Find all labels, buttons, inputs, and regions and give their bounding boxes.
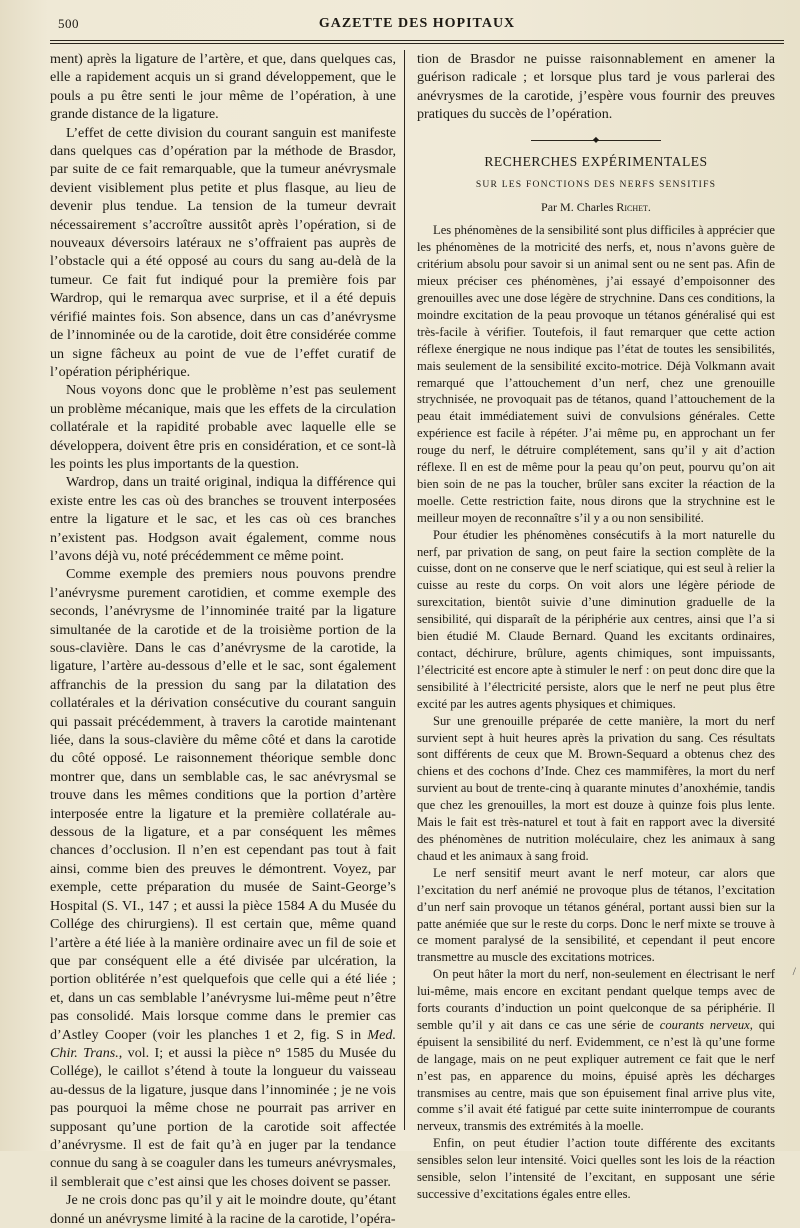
author-name: Richet. xyxy=(616,200,651,215)
two-column-body xyxy=(50,50,784,1227)
article-author xyxy=(417,199,775,216)
header-rule xyxy=(50,40,784,44)
running-head xyxy=(50,10,784,36)
margin-mark: / xyxy=(792,964,796,978)
paragraph: Je ne crois donc pas qu’il y ait le moindre doute, qu’étant donné un anévrysme limité à la racine de la carotide, l’opéra- xyxy=(50,1192,396,1227)
paragraph: tion de Brasdor ne puisse raisonnablement en amener la guérison radicale ; et lorsque plus tard je vous parlerai des anévrysmes de la carotide, j’espère vous fournir des preuves pratiques du succès de l’opération. xyxy=(417,51,775,123)
paragraph xyxy=(417,966,775,1135)
paragraph: Les phénomènes de la sensibilité sont plus difficiles à apprécier que les phénomènes de la motricité des nerfs, et, nous n’avons guère de critérium absolu pour savoir si un animal sent ou ne sent pas. Afin de mieux préciser ces phénomènes, j’ai essayé d’empoisonner des grenouilles avec une dose légère de strychnine. Dans ces conditions, la moindre excitation de la peau provoque un tétanos généralisé qui est très-facile à vérifier. Toutefois, il faut remarquer que cette action réflexe énergique ne nous indique pas l’état de toutes les sensibilités, mais seulement de la sensibilité excito-motrice. Déjà Volkmann avait remarqué que l’attouchement d’un nerf, chez une grenouille strychnisée, ne provoquait pas de tétanos, quand l’attouchement de la peau était immédiatement suivi de convulsions générales. Cette expérience est facile à répéter. J’ai même pu, en approchant un fer rouge du nerf, le détruire complétement, sans qu’il y ait d’action réflexe. Il en est de même pour la peau qu’on peut, pourvu qu’on ait bien soin de ne pas la toucher, brûler sans exciter la réaction de la moelle. Cette restriction faite, nous dirons que la strychnine est le meilleur moyen de reconnaître s’il y a ou non sensibilité. xyxy=(417,223,775,525)
journal-citation: Med. Chir. Trans. xyxy=(50,1026,396,1061)
paragraph: Le nerf sensitif meurt avant le nerf moteur, car alors que l’excitation du nerf anémié ne provoque plus de tétanos, l’excitation d’un nerf sain provoque un tétanos général, portant aussi bien sur la patte anémiée que sur le reste du corps. Donc le nerf mixte se trouve à ce moment paralysé de la sensibilité, et cependant il peut encore transmettre au muscle des excitations motrices. xyxy=(417,865,775,965)
paragraph: Sur une grenouille préparée de cette manière, la mort du nerf survient sept à huit heures après la privation du sang. Ces résultats sont différents de ceux que M. Brown-Sequard a obtenus chez des chiens et des cochons d’Inde. Chez ces mammifères, la mort du nerf survient au bout de trente-cinq à quarante minutes d’anoxhémie, tandis que chez les grenouilles, la mort est douze à quinze fois plus lente. Mais le fait est très-naturel et tout à fait en rapport avec la diversité des phénomènes de nutrition moléculaire, chez les animaux à sang chaud et les animaux à sang froid. xyxy=(417,713,775,863)
paragraph: ment) après la ligature de l’artère, et que, dans quelques cas, elle a rapidement acquis un si grand développement, que le pouls a pu être senti le jour même de l’opération, à une grande distance de la ligature. xyxy=(50,51,396,123)
left-column xyxy=(50,50,404,1227)
page-number: 500 xyxy=(58,16,79,31)
paragraph-text: On peut hâter la mort du nerf, non-seulement en électrisant le nerf lui-même, mais encore en excitant pendant quelque temps avec de forts courants d’induction un point quelconque de sa périphérie. Il semble qu’il y ait dans ce cas une série de xyxy=(417,967,775,1032)
separator-ornament: ◆ xyxy=(592,134,600,144)
paragraph-text: , vol. I; et aussi la pièce n° 1585 du Musée du Collége), le caillot s’étend à toute la longueur du vaisseau au-dessus de la ligature, jusque dans l’innominée ; je ne vois pas pourquoi la même chose ne pourrait pas arriver en supposant qu’une portion de la carotide soit affectée d’anévrysme. Il est de fait qu’à en juger par la tendance connue du sang à se coaguler dans les tumeurs anévrysmales, il semblerait que c’est ainsi que les choses doivent se passer. xyxy=(50,1044,396,1190)
right-column xyxy=(405,50,775,1201)
article-title: RECHERCHES EXPÉRIMENTALES xyxy=(484,153,708,169)
emphasized-term: courants nerveux xyxy=(659,1017,750,1032)
paragraph xyxy=(50,565,396,1191)
article-subtitle: SUR LES FONCTIONS DES NERFS SENSITIFS xyxy=(475,178,717,190)
journal-title: GAZETTE DES HOPITAUX xyxy=(318,16,516,31)
section-separator xyxy=(531,136,661,144)
author-prefix: Par M. Charles xyxy=(541,200,617,215)
paragraph-text: , qui épuisent la sensibilité du nerf. Evidemment, ce n’est là qu’une forme de langage, mais on ne peut expliquer autrement ce fait que le nerf n’est pas, en apparence du moins, épuisé après les décharges transmises au centre, mais que son épuisement final arrive plus vite, comme s’il avait été fatigué par cette suite ininterrompue de courants nerveux, transmis des extrémités à la moelle. xyxy=(417,1017,775,1134)
paragraph: Pour étudier les phénomènes consécutifs à la mort naturelle du nerf, par privation de sang, on peut faire la section complète de la cuisse, dont on ne conserve que le nerf sciatique, qui est seul à relier la cuisse au reste du corps. On voit alors une légère période de surexcitation, bientôt suivie d’une diminution graduelle de la sensibilité, qui disparaît de la périphérie aux centres, ainsi que l’a si bien étudié M. Claude Bernard. Quand les excitants ordinaires, contact, déchirure, brûlure, agents chimiques, sont impuissants, l’électricité est encore apte à stimuler le nerf : on peut donc dire que la sensibilité à l’électricité persiste, alors que le nerf ne peut plus être excité par les autres agents physiques et chimiques. xyxy=(417,527,775,711)
paragraph: L’effet de cette division du courant sanguin est manifeste dans quelques cas d’opération par la méthode de Brasdor, par suite de ce fait remarquable, que la tumeur anévrysmale devient visiblement plus petite et plus flasque, au lieu de devenir plus tendue. La tension de la tumeur devrait nécessairement s’accroître aussitôt après l’opération, si de nouveaux déversoirs latéraux ne s’offraient pas auprès de l’obstacle qui a été opposé au cours du sang au-delà de la tumeur. Ce fait fut indiqué pour la première fois par Wardrop, qui le remarqua avec surprise, et il a été depuis vérifié maintes fois. Son absence, dans un cas d’anévrysme de l’innominée ou de la carotide, doit être considérée comme un signe fâcheux au point de vue de l’effet curatif de l’opération périphérique. xyxy=(50,124,396,380)
paragraph: Nous voyons donc que le problème n’est pas seulement un problème mécanique, mais que les effets de la circulation collatérale et la rapidité probable avec laquelle elle se développera, doivent être pris en considération, et ce sont-là les points les plus importants de la question. xyxy=(50,382,396,472)
paragraph: Wardrop, dans un traité original, indiqua la différence qui existe entre les cas où des branches se trouvent interposées entre la ligature et le sac, et les cas où ces branches n’existent pas. Hodgson avait également, comme nous l’avons déjà vu, noté précédemment ce même point. xyxy=(50,474,396,564)
paragraph: Enfin, on peut étudier l’action toute différente des excitants sensibles selon leur intensité. Voici quelles sont les lois de la réaction sensible, selon l’intensité de l’excitant, en supposant une série successive d’excitations égales entre elles. xyxy=(417,1136,775,1201)
paragraph-text: Comme exemple des premiers nous pouvons prendre l’anévrysme purement carotidien, et comme exemple des seconds, l’anévrysme de l’innominée traité par la ligature simultanée de la carotide et de la troisième portion de la sous-clavière. Dans le cas d’anévrysme de la carotide, la ligature, l’artère au-dessous d’elle et le sac, sont également affranchis de la pression du sang par la dilatation des collatérales et la dérivation consécutive du courant sanguin qui passait précédemment, à travers la carotide maintenant liée, dans la sous-clavière du même côté et dans la carotide du côté opposé. Le raisonnement théorique semble donc montrer que, dans un semblable cas, le sac anévrysmal se trouve dans les mêmes conditions que la portion d’artère interposée entre la ligature et la première collatérale au-dessous de la ligature, et a par conséquent les mêmes chances d’occlusion. Il n’en est cependant pas tout à fait ainsi, comme bien des preuves le démontrent. Voyez, par exemple, cette préparation du musée de Saint-George’s Hospital (S. VI., 147 ; et aussi la pièce 1584 A du Musée du Collége des chirurgiens). Il est certain que, même quand l’artère a été liée à la manière ordinaire avec un fil de soie et que par conséquent elle a été divisée par ulcération, la portion oblitérée n’est quelquefois que celle qui a été liée ; et, dans un cas semblable l’anévrysme lui-même peut n’être pas consolidé. Mais lorsque comme dans le premier cas d’Astley Cooper (voir les planches 1 et 2, fig. S in xyxy=(50,566,396,1043)
